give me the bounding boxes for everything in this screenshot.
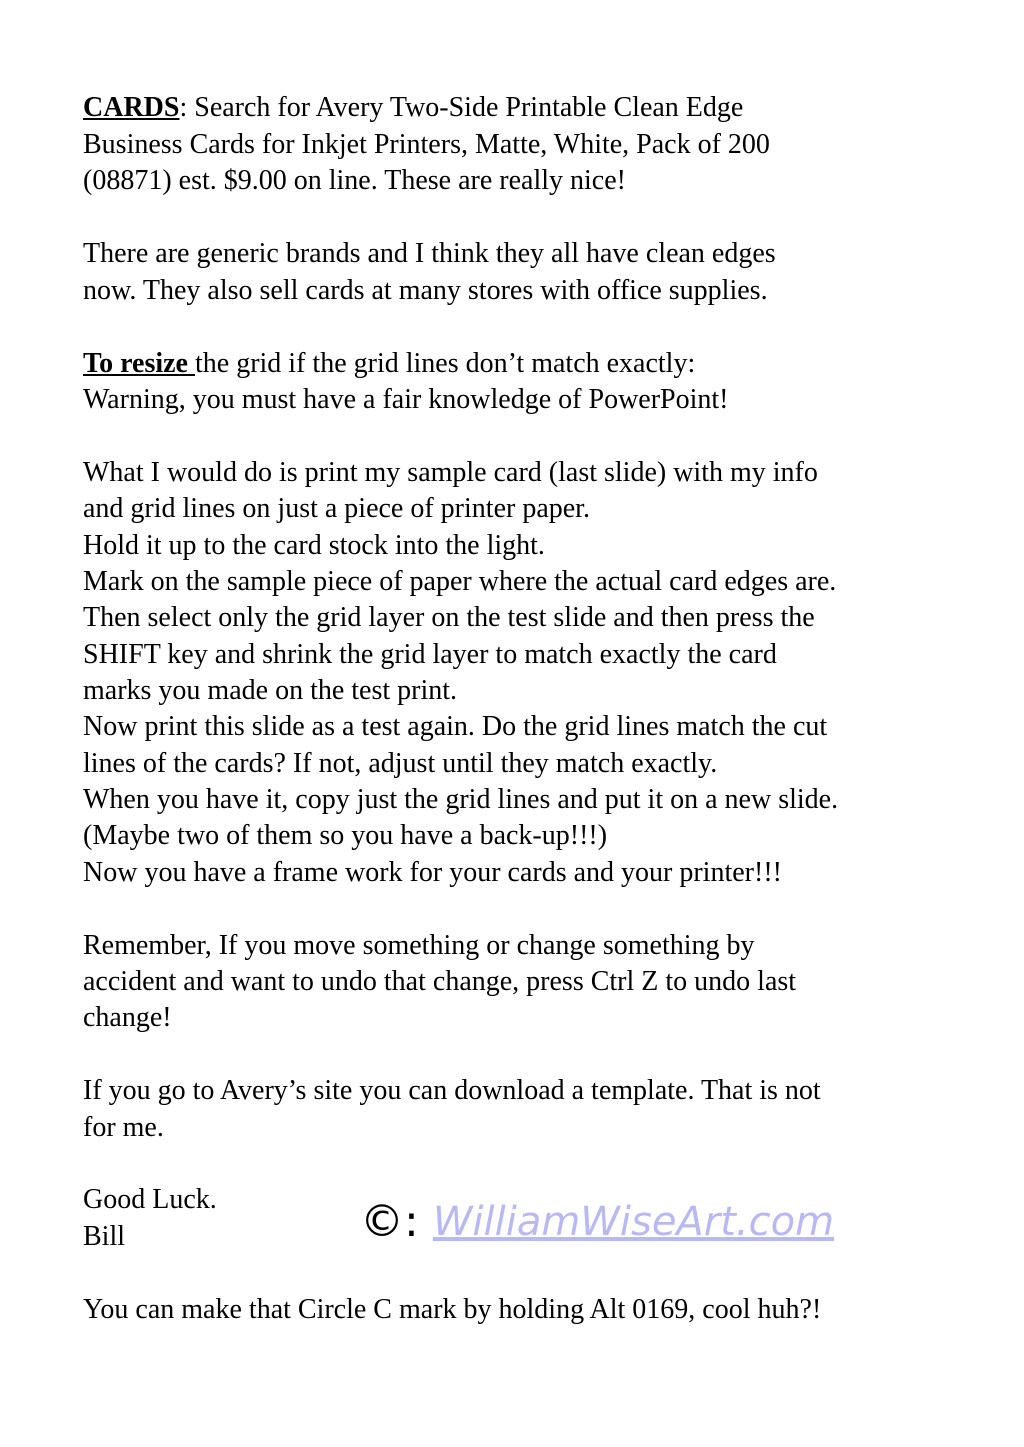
cards-paragraph-line-3: (08871) est. $9.00 on line. These are really nice! [83,165,626,196]
cards-heading: CARDS [83,92,180,123]
steps-line: (Maybe two of them so you have a back-up!!!) [83,820,608,851]
avery-line: for me. [83,1112,164,1143]
cards-line-1-text: : Search for Avery Two-Side Printable Clean Edge [179,92,744,123]
resize-paragraph-line-2: Warning, you must have a fair knowledge of PowerPoint! [83,384,729,415]
steps-line: Then select only the grid layer on the test slide and then press the [83,602,815,633]
cards-paragraph-line-2: Business Cards for Inkjet Printers, Matte, White, Pack of 200 [83,129,770,160]
steps-line: SHIFT key and shrink the grid layer to match exactly the card [83,639,777,670]
steps-line: lines of the cards? If not, adjust until they match exactly. [83,748,718,779]
steps-line: What I would do is print my sample card (last slide) with my info [83,457,818,488]
avery-line: If you go to Avery’s site you can download a template. That is not [83,1075,821,1106]
footer-tip: You can make that Circle C mark by holding Alt 0169, cool huh?! [83,1294,822,1325]
steps-line: and grid lines on just a piece of printer paper. [83,493,590,524]
resize-line-1-text: the grid if the grid lines don’t match exactly: [195,348,696,379]
steps-line: Now you have a frame work for your cards and your printer!!! [83,857,782,888]
generic-paragraph-line-1: There are generic brands and I think they all have clean edges [83,238,776,269]
website-link[interactable]: WilliamWiseArt.com [432,1199,835,1245]
copyright-icon: ©: [360,1196,419,1247]
steps-line: Hold it up to the card stock into the light. [83,530,545,561]
remember-line: accident and want to undo that change, press Ctrl Z to undo last [83,966,797,997]
signature-name: Bill [83,1221,126,1252]
steps-line: marks you made on the test print. [83,675,458,706]
steps-line: When you have it, copy just the grid lines and put it on a new slide. [83,784,839,815]
resize-paragraph-line-1 [83,346,695,382]
steps-line: Mark on the sample piece of paper where the actual card edges are. [83,566,837,597]
cards-paragraph-line-1 [83,90,743,126]
resize-heading: To resize [83,348,195,379]
good-luck-text: Good Luck. [83,1184,217,1215]
remember-line: Remember, If you move something or change something by [83,930,755,961]
copyright-signature [360,1196,834,1248]
steps-line: Now print this slide as a test again. Do the grid lines match the cut [83,711,828,742]
remember-line: change! [83,1002,172,1033]
generic-paragraph-line-2: now. They also sell cards at many stores with office supplies. [83,275,768,306]
